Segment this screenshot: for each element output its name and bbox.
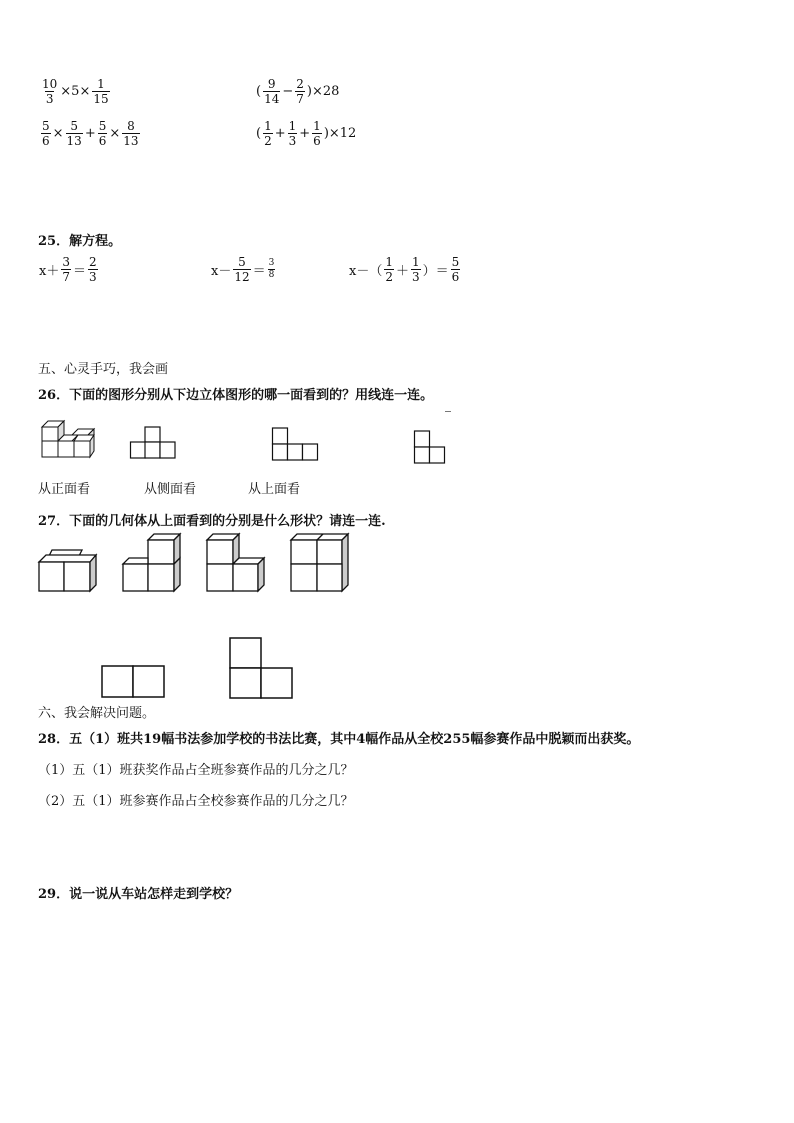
- solid-1: [38, 548, 102, 594]
- solid-4: [290, 532, 354, 594]
- section-5-title: 五、心灵手巧，我会画: [38, 362, 169, 377]
- question-28-title: 28．五（1）班共19幅书法参加学校的书法比赛，其中4幅作品从全校255幅参赛作品中脱颖而出获奖。: [38, 732, 640, 747]
- view-shape-a: [130, 425, 176, 461]
- question-29-title: 29．说一说从车站怎样走到学校？: [38, 887, 239, 902]
- expression-4: ( $\frac{1}{2}$ + $\frac{1}{3}$ + $\frac{1}{6}$ )×12: [256, 119, 357, 148]
- top-view-a: [101, 665, 165, 699]
- fraction: $\frac{1}{2}$: [264, 119, 272, 148]
- solid-2: [122, 532, 186, 594]
- equation-2: x－ $\frac{5}{12}$ ＝ $\frac{3}{8}$: [211, 255, 275, 284]
- question-28-sub-1: （1）五（1）班获奖作品占全班参赛作品的几分之几？: [38, 763, 354, 778]
- question-25-title: 25．解方程。: [38, 234, 122, 249]
- solid-figure: [38, 415, 100, 463]
- expression-3: $\frac{5}{6}$ × $\frac{5}{13}$ + $\frac{5}{6}$ × $\frac{8}{13}$: [42, 119, 139, 148]
- fraction: $\frac{9}{14}$: [264, 77, 280, 106]
- equation-1: x＋ $\frac{3}{7}$ ＝ $\frac{2}{3}$: [39, 255, 97, 284]
- fraction: $\frac{2}{7}$: [296, 77, 304, 106]
- expression-2: ( $\frac{9}{14}$ − $\frac{2}{7}$ )×28: [256, 77, 340, 106]
- view-label-top: 从上面看: [248, 482, 301, 497]
- question-26-title: 26．下面的图形分别从下边立体图形的哪一面看到的？用线连一连。: [38, 388, 434, 403]
- fraction: $\frac{5}{12}$: [234, 255, 250, 284]
- fraction: $\frac{5}{13}$: [66, 119, 82, 148]
- fraction: $\frac{5}{6}$: [451, 255, 460, 284]
- fraction: $\frac{1}{15}$: [93, 77, 109, 106]
- fraction: $\frac{1}{3}$: [412, 255, 420, 284]
- fraction: $\frac{8}{13}$: [123, 119, 139, 148]
- dash-mark: [445, 411, 451, 412]
- solid-3: [206, 532, 270, 594]
- view-shape-c: [414, 430, 446, 466]
- fraction: $\frac{1}{2}$: [385, 255, 393, 284]
- fraction: $\frac{1}{3}$: [288, 119, 297, 148]
- question-28-sub-2: （2）五（1）班参赛作品占全校参赛作品的几分之几？: [38, 794, 354, 809]
- equation-3: x－（ $\frac{1}{2}$ ＋ $\frac{1}{3}$ ）＝ $\frac{5}{6}$: [349, 255, 460, 284]
- expression-1: $\frac{10}{3}$ ×5× $\frac{1}{15}$: [42, 77, 109, 106]
- view-label-front: 从正面看: [38, 482, 91, 497]
- fraction: $\frac{10}{3}$: [42, 77, 58, 106]
- view-label-side: 从侧面看: [144, 482, 197, 497]
- top-view-b: [229, 637, 293, 699]
- view-shape-b: [272, 427, 318, 463]
- fraction: $\frac{3}{7}$: [62, 255, 70, 284]
- fraction: $\frac{2}{3}$: [89, 255, 97, 284]
- fraction: $\frac{3}{8}$: [268, 258, 275, 280]
- fraction: $\frac{5}{6}$: [98, 119, 107, 148]
- fraction: $\frac{5}{6}$: [42, 119, 50, 148]
- section-6-title: 六、我会解决问题。: [38, 706, 156, 721]
- fraction: $\frac{1}{6}$: [313, 119, 321, 148]
- question-27-title: 27．下面的几何体从上面看到的分别是什么形状？请连一连.: [38, 514, 386, 529]
